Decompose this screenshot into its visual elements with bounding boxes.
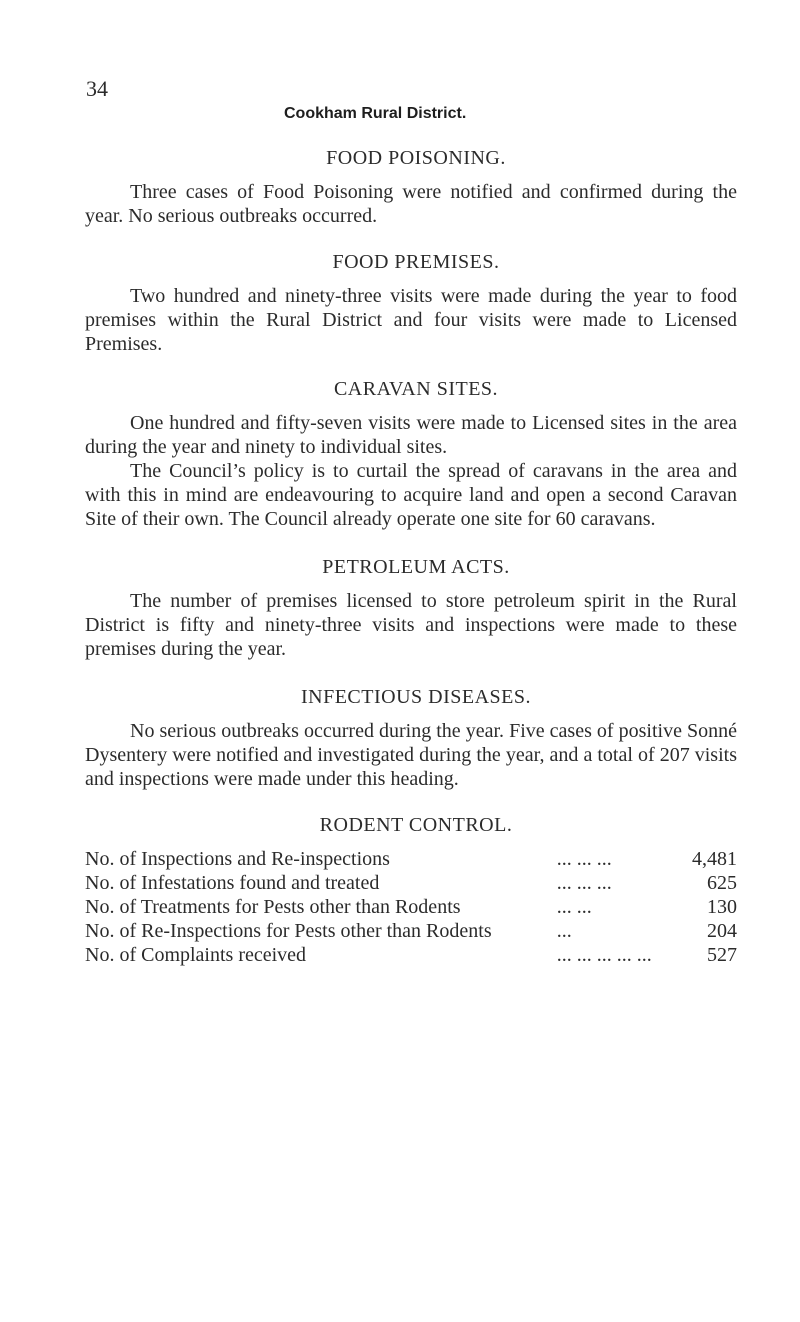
row-label: No. of Inspections and Re-inspections — [85, 848, 390, 870]
section-heading: PETROLEUM ACTS. — [322, 556, 510, 578]
section-text: No serious outbreaks occurred during the year. Five cases of positive Sonné Dysentery were notified and investigated during the year, and a total of 207 visits and inspections were made under this heading. — [85, 720, 737, 790]
row-value: 527 — [707, 944, 737, 966]
section-food-premises — [85, 250, 737, 356]
row-value: 204 — [707, 920, 737, 942]
section-food-poisoning — [85, 146, 737, 228]
row-label: No. of Infestations found and treated — [85, 872, 380, 894]
section-text: The Council’s policy is to curtail the spread of caravans in the area and with this in mind are endeavouring to acquire land and open a second Caravan Site of their own. The Council already operate one site for 60 caravans. — [85, 460, 737, 530]
section-text: Three cases of Food Poisoning were notified and confirmed during the year. No serious outbreaks occurred. — [85, 181, 737, 227]
row-label: No. of Re-Inspections for Pests other than Rodents — [85, 920, 492, 942]
row-value: 4,481 — [692, 848, 737, 870]
section-text: Two hundred and ninety-three visits were made during the year to food premises within the Rural District and four visits were made to Licensed Premises. — [85, 285, 737, 355]
section-heading: RODENT CONTROL. — [319, 814, 513, 836]
table-row — [85, 919, 737, 943]
row-label: No. of Treatments for Pests other than Rodents — [85, 896, 461, 918]
row-value: 625 — [707, 872, 737, 894]
section-heading: FOOD POISONING. — [326, 147, 506, 169]
section-infectious-diseases — [85, 685, 737, 791]
row-leader: ... ... ... — [556, 872, 612, 894]
rodent-control-table — [85, 847, 737, 967]
section-text: The number of premises licensed to store petroleum spirit in the Rural District is fifty and ninety-three visits and inspections were made to these premises during the year. — [85, 590, 737, 660]
row-leader: ... ... — [556, 896, 592, 918]
row-label: No. of Complaints received — [85, 944, 307, 966]
row-leader: ... — [556, 920, 572, 942]
section-heading: INFECTIOUS DISEASES. — [300, 686, 532, 708]
table-row — [85, 895, 737, 919]
section-caravan-sites — [85, 377, 737, 531]
table-row — [85, 847, 737, 871]
district-header: Cookham Rural District. — [284, 105, 467, 122]
table-row — [85, 871, 737, 895]
row-leader: ... ... ... ... ... — [556, 944, 652, 966]
section-text: One hundred and fifty-seven visits were made to Licensed sites in the area during the year and ninety to individual sites. — [85, 412, 737, 458]
row-leader: ... ... ... — [556, 848, 612, 870]
report-body — [85, 146, 737, 967]
section-petroleum-acts — [85, 555, 737, 661]
section-rodent-control — [85, 813, 737, 967]
table-row — [85, 943, 737, 967]
section-heading: FOOD PREMISES. — [332, 251, 500, 273]
page-number: 34 — [86, 76, 108, 101]
section-heading: CARAVAN SITES. — [333, 378, 499, 400]
row-value: 130 — [707, 896, 737, 918]
